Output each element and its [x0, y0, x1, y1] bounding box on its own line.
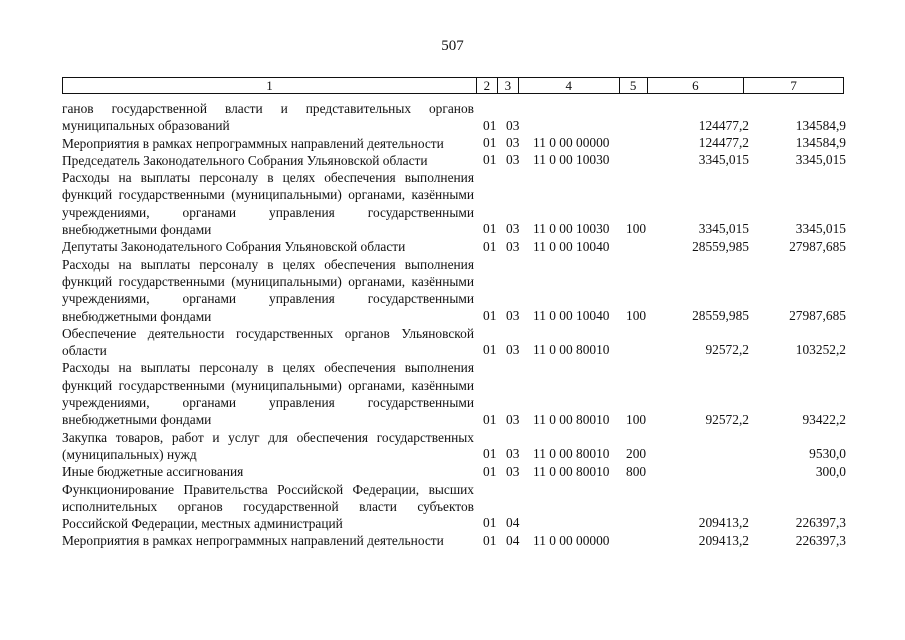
- row-target-code: 11 0 00 80010: [533, 463, 610, 479]
- page-number: 507: [441, 38, 464, 54]
- row-section: 01: [483, 117, 497, 133]
- row-value-col7: 27987,685: [789, 307, 846, 323]
- table-row: [62, 325, 852, 360]
- table-header: [62, 77, 844, 94]
- table-row: [62, 152, 852, 169]
- row-value-col7: 27987,685: [789, 238, 846, 254]
- row-label: Мероприятия в рамках непрограммных направлений деятельности: [62, 135, 444, 151]
- row-expense-type: 800: [626, 463, 647, 479]
- row-label: Мероприятия в рамках непрограммных направлений деятельности: [62, 533, 444, 549]
- row-target-code: 11 0 00 00000: [533, 134, 610, 150]
- row-target-code: 11 0 00 80010: [533, 446, 610, 462]
- row-subsection: 03: [506, 411, 520, 427]
- row-subsection: 03: [506, 117, 520, 133]
- row-subsection: 03: [506, 134, 520, 150]
- row-section: 01: [483, 532, 497, 548]
- row-subsection: 03: [506, 221, 520, 237]
- row-value-col6: 28559,985: [692, 307, 749, 323]
- row-target-code: 11 0 00 10040: [533, 238, 610, 254]
- table-row: [62, 169, 852, 238]
- row-subsection: 04: [506, 532, 520, 548]
- header-col-4: 4: [519, 78, 620, 93]
- header-col-1: 1: [63, 78, 477, 93]
- row-subsection: 03: [506, 446, 520, 462]
- row-value-col7: 134584,9: [795, 117, 846, 133]
- row-value-col6: 3345,015: [698, 221, 749, 237]
- row-target-code: 11 0 00 10030: [533, 152, 610, 168]
- table-row: [62, 429, 852, 464]
- row-label: Депутаты Законодательного Собрания Ульяновской области: [62, 239, 406, 255]
- table-row: [62, 463, 852, 480]
- row-value-col7: 3345,015: [795, 221, 846, 237]
- row-label: ганов государственной власти и представительных органов муниципальных образований: [62, 101, 474, 134]
- row-section: 01: [483, 411, 497, 427]
- row-value-col6: 124477,2: [698, 117, 749, 133]
- row-value-col6: 209413,2: [698, 515, 749, 531]
- row-value-col7: 103252,2: [795, 342, 846, 358]
- row-subsection: 03: [506, 463, 520, 479]
- row-section: 01: [483, 134, 497, 150]
- row-label: Иные бюджетные ассигнования: [62, 464, 244, 480]
- row-section: 01: [483, 238, 497, 254]
- row-value-col7: 93422,2: [802, 411, 846, 427]
- row-value-col7: 300,0: [815, 463, 846, 479]
- row-value-col7: 226397,3: [795, 515, 846, 531]
- header-col-5: 5: [620, 78, 648, 93]
- row-section: 01: [483, 446, 497, 462]
- row-section: 01: [483, 515, 497, 531]
- row-value-col6: 209413,2: [698, 532, 749, 548]
- header-col-2: 2: [477, 78, 498, 93]
- row-value-col6: 28559,985: [692, 238, 749, 254]
- row-value-col6: 3345,015: [698, 152, 749, 168]
- row-section: 01: [483, 221, 497, 237]
- row-target-code: 11 0 00 00000: [533, 532, 610, 548]
- row-section: 01: [483, 463, 497, 479]
- row-target-code: 11 0 00 80010: [533, 342, 610, 358]
- table-row: [62, 359, 852, 428]
- row-section: 01: [483, 342, 497, 358]
- row-subsection: 03: [506, 152, 520, 168]
- row-section: 01: [483, 307, 497, 323]
- table-row: [62, 532, 852, 549]
- row-value-col7: 226397,3: [795, 532, 846, 548]
- row-expense-type: 100: [626, 307, 647, 323]
- row-value-col7: 134584,9: [795, 134, 846, 150]
- row-subsection: 04: [506, 515, 520, 531]
- header-col-6: 6: [648, 78, 745, 93]
- row-subsection: 03: [506, 238, 520, 254]
- row-value-col7: 3345,015: [795, 152, 846, 168]
- row-subsection: 03: [506, 342, 520, 358]
- row-label: Закупка товаров, работ и услуг для обеспечения государственных (муниципальных) нужд: [62, 429, 474, 462]
- row-label: Обеспечение деятельности государственных органов Ульяновской области: [62, 325, 474, 359]
- table-body: [62, 100, 852, 550]
- row-label: Функционирование Правительства Российской Федерации, высших исполнительных органов государственной власти субъектов Российской Федерации, местных администраций: [62, 481, 474, 532]
- row-target-code: 11 0 00 10030: [533, 221, 610, 237]
- row-label: Расходы на выплаты персоналу в целях обеспечения выполнения функций государственными (муниципальными) органами, казёнными учреждениями, органами управления государственными внебюджетными фондами: [62, 170, 474, 238]
- row-target-code: 11 0 00 10040: [533, 307, 610, 323]
- table-row: [62, 100, 852, 135]
- row-value-col6: 92572,2: [705, 411, 749, 427]
- table-row: [62, 135, 852, 152]
- header-col-7: 7: [790, 78, 797, 93]
- row-label: Расходы на выплаты персоналу в целях обеспечения выполнения функций государственными (муниципальными) органами, казёнными учреждениями, органами управления государственными внебюджетными фондами: [62, 256, 474, 324]
- table-row: [62, 481, 852, 533]
- header-col-3: 3: [498, 78, 519, 93]
- row-value-col6: 92572,2: [705, 342, 749, 358]
- row-expense-type: 100: [626, 411, 647, 427]
- row-expense-type: 100: [626, 221, 647, 237]
- row-label: Председатель Законодательного Собрания Ульяновской области: [62, 152, 428, 168]
- row-value-col7: 9530,0: [809, 446, 846, 462]
- row-label: Расходы на выплаты персоналу в целях обеспечения выполнения функций государственными (муниципальными) органами, казёнными учреждениями, органами управления государственными внебюджетными фондами: [62, 360, 474, 428]
- table-row: [62, 256, 852, 325]
- row-target-code: 11 0 00 80010: [533, 411, 610, 427]
- table-row: [62, 238, 852, 255]
- row-expense-type: 200: [626, 446, 647, 462]
- row-section: 01: [483, 152, 497, 168]
- row-value-col6: 124477,2: [698, 134, 749, 150]
- row-subsection: 03: [506, 307, 520, 323]
